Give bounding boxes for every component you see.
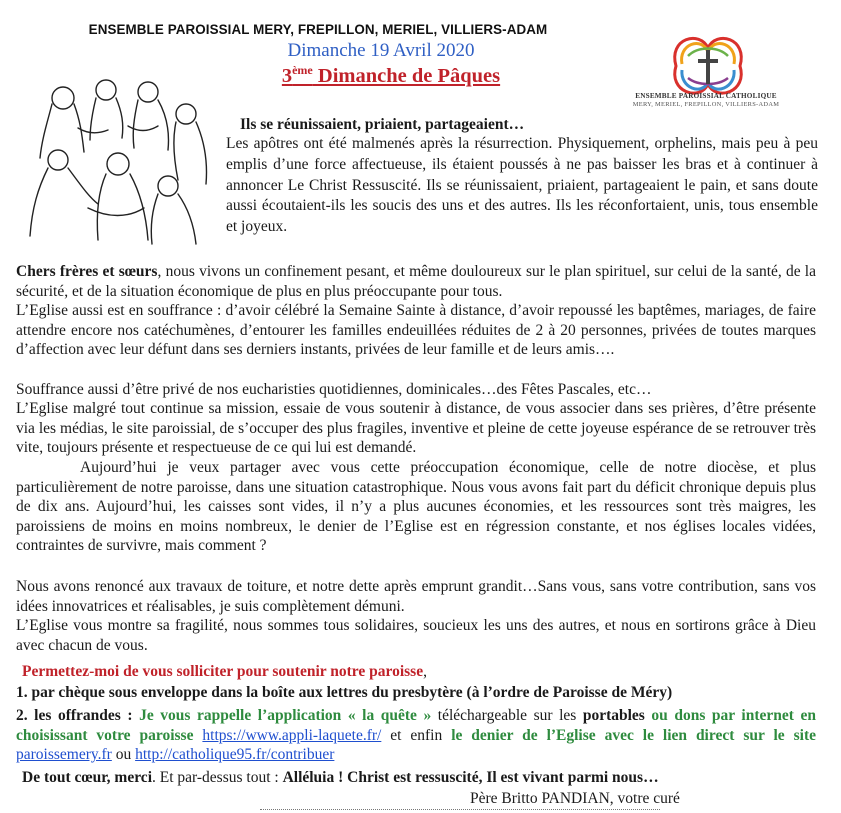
laquete-link[interactable]: https://www.appli-laquete.fr/ <box>202 726 382 744</box>
paragraph-deprivation: Souffrance aussi d’être privé de nos eucharisties quotidiennes, dominicales…des Fêtes Pascales, etc… <box>16 381 652 398</box>
contribute-link[interactable]: http://catholique95.fr/contribuer <box>135 746 335 764</box>
paragraph-mission: L’Eglise malgré tout continue sa mission, essaie de vous soutenir à distance, de vous associer dans ses prières, d’être présente via les médias, le site paroissial, de s’occuper des plus fragiles, inventive et pleine de cette joyeuse espérance de se retrouver très vite, toujours présente et respectueuse de ce qui lui est demandé. <box>16 400 816 457</box>
logo-subtitle: MERY, MERIEL, FREPILLON, VILLIERS-ADAM <box>632 101 780 108</box>
paragraph-finances: Aujourd’hui je veux partager avec vous cette préoccupation économique, celle de notre diocèse, et plus particulièrement de notre paroisse, dans une situation catastrophique. Nous vous avons fait part du déficit chronique depuis plus de dix ans. Aujourd’hui, les caisses sont vides, il n’y a plus aucunes économies, et les ressources sont très maigres, les paroissiens de moins en moins nombreux, le denier de l’Eglise est en régression constante, et nos églises locales vidées, contraintes de survivre, mais comment ? <box>16 459 816 555</box>
parish-header: ENSEMBLE PAROISSIAL MERY, FREPILLON, MERIEL, VILLIERS-ADAM <box>88 22 548 37</box>
date-line: Dimanche 19 Avril 2020 <box>287 40 475 61</box>
paragraph-renounced: Nous avons renoncé aux travaux de toiture, et notre dette après emprunt grandit…Sans vous, sans votre contribution, sans vos idées innovatrices et réalisables, je suis complètement démuni. <box>16 578 816 615</box>
intro-paragraph: Les apôtres ont été malmenés après la résurrection. Physiquement, orphelins, mais peu à peu emplis d’une force affectueuse, ils étaient poussés à ne pas baisser les bras et à continuer à annoncer Le Christ Ressuscité. Ils se réunissaient, priaient, partageaient le pain, et sans doute aussi écoutaient-ils les soucis des uns et des autres. Ils les réconfortaient, unis, tous ensemble et joyeux. <box>226 135 818 236</box>
donation-option-offerings: 2. les offrandes : Je vous rappelle l’application « la quête » téléchargeable sur les portables ou dons par internet en choisissant votre paroisse https://www.appli-laquete.fr/ et enfin le denier de l’Eglise avec le lien direct sur le site paroissemery.fr ou http://catholique95.fr/contribuer <box>16 707 816 764</box>
signature: Père Britto PANDIAN, votre curé <box>470 790 680 807</box>
dotted-divider <box>260 809 660 810</box>
paragraph-suffering: L’Eglise aussi est en souffrance : d’avoir célébré la Semaine Sainte à distance, d’avoir repoussé les baptêmes, mariages, de faire attendre encore nos catéchumènes, d’entourer les familles endeuillées réduites de 2 à 20 personnes, privées de toutes marques d’affection avec leur défunt dans ses derniers instants, privées de leur famille et de leurs amis…. <box>16 302 816 359</box>
apostles-gathering-sketch <box>18 68 218 248</box>
paragraph-fragility: L’Eglise vous montre sa fragilité, nous sommes tous solidaires, soucieux les uns des autres, et nous en sortirons grâce à Dieu avec chacun de vous. <box>16 617 816 654</box>
intro-title: Ils se réunissaient, priaient, partageaient… <box>240 116 525 133</box>
logo-title: ENSEMBLE PAROISSIAL CATHOLIQUE <box>635 92 777 100</box>
parish-site-link[interactable]: paroissemery.fr <box>16 746 112 764</box>
donation-option-cheque: 1. par chèque sous enveloppe dans la boîte aux lettres du presbytère (à l’ordre de Paroisse de Méry) <box>16 684 673 701</box>
sunday-title: 3ème Dimanche de Pâques <box>281 63 501 87</box>
appeal-line: Permettez-moi de vous solliciter pour soutenir notre paroisse, <box>22 663 427 680</box>
paragraph-greeting: Chers frères et sœurs, nous vivons un confinement pesant, et même douloureux sur le plan spirituel, sur celui de la santé, de la sécurité, et de la situation économique de plus en plus préoccupante pour tous. <box>16 263 816 300</box>
closing-line: De tout cœur, merci. Et par-dessus tout : Alléluia ! Christ est ressuscité, Il est vivant parmi nous… <box>22 769 659 786</box>
